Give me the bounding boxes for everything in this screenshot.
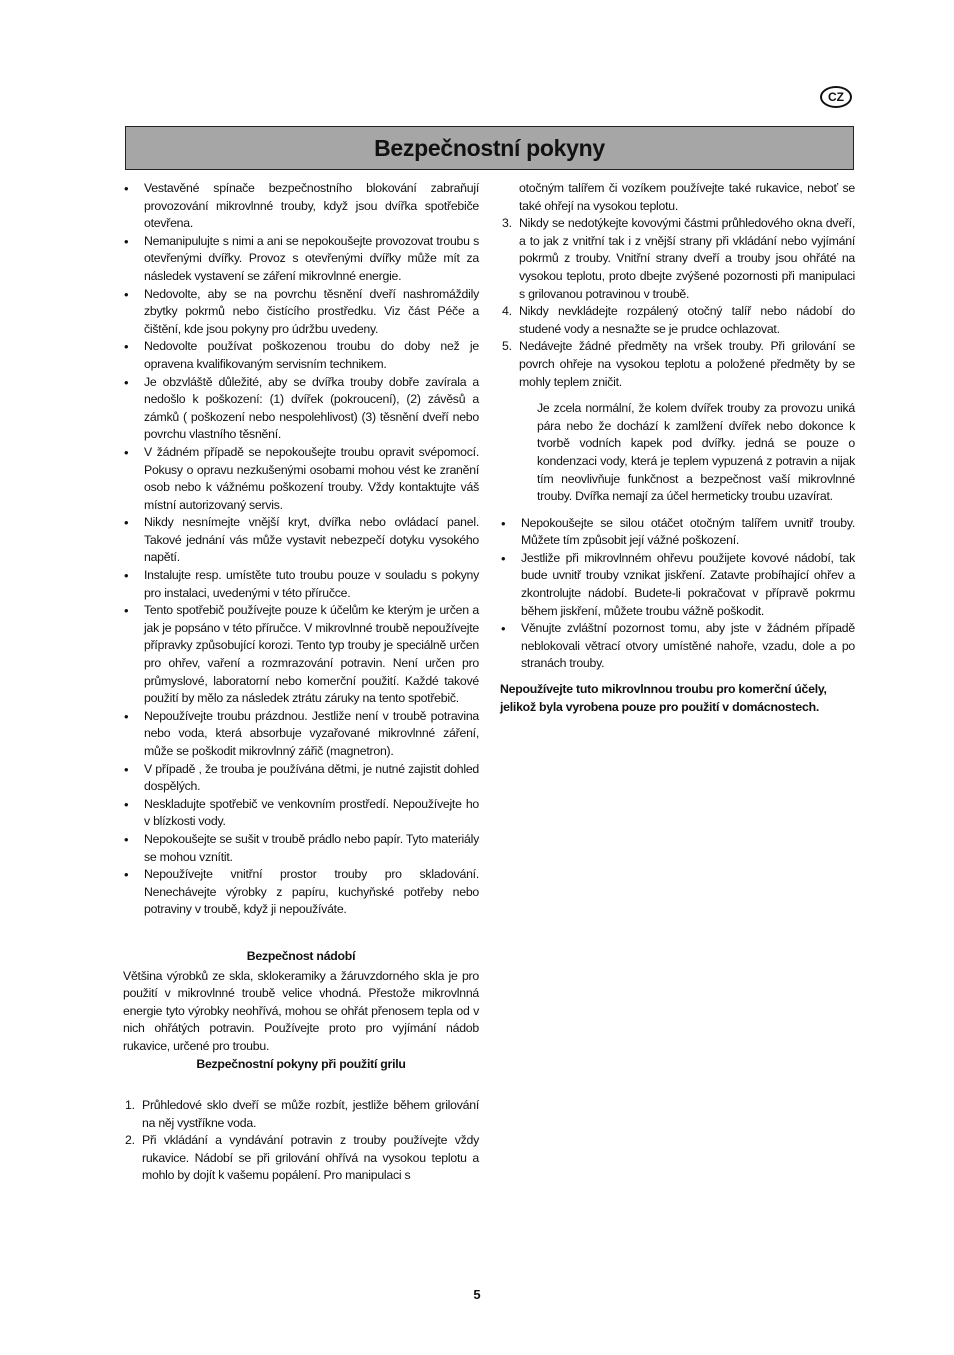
- list-item: • Nedovolte, aby se na povrchu těsnění dveří nashromáždily zbytky pokrmů nebo čistícího prostředku. Viz část Péče a čištění, kde jsou pokyny pro údržbu uvedeny.: [123, 286, 479, 339]
- list-item: • Neskladujte spotřebič ve venkovním prostředí. Nepoužívejte ho v blízkosti vody.: [123, 796, 479, 831]
- item-number: 4.: [502, 304, 512, 319]
- dish-safety-text: Většina výrobků ze skla, sklokeramiky a žáruvzdorného skla je pro použití v mikrovlnné troubě velice vhodná. Přestože mikrovlnná energie tyto výrobky neohřívá, mohou se ohřát přenosem tepla od v nich ohřátých potravin. Používejte proto pro vyjímání nádob rukavice, určené pro troubu.: [123, 968, 479, 1053]
- grill-safety-list-part1: [123, 1097, 479, 1185]
- dish-safety-heading: Bezpečnost nádobí: [246, 948, 356, 963]
- right-column: [500, 180, 855, 716]
- list-item: • Tento spotřebič používejte pouze k účelům ke kterým je určen a jak je popsáno v této příručce. V mikrovlnné troubě nepoužívejte přípravky způsobující korozi. Tento typ trouby je speciálně určen pro ohřev, vaření a rozmrazování potravin. Není určen pro průmyslové, laboratorní nebo komerční použití. Každé takové použití by mělo za následek ztrátu záruky na tento spotřebič.: [123, 602, 479, 708]
- item-number: 3.: [502, 216, 512, 231]
- list-item: [500, 215, 855, 303]
- list-item: • V žádném případě se nepokoušejte troubu opravit svépomocí. Pokusy o opravu nezkušenými osobami mohou vést ke zranění osob nebo k vážnému poškození trouby. Vždy kontaktujte váš místní autorizovaný servis.: [123, 444, 479, 514]
- list-item: [500, 303, 855, 338]
- list-item: [123, 1132, 479, 1185]
- list-item: • Nepoužívejte troubu prázdnou. Jestliže není v troubě potravina nebo voda, která absorbuje vyzařované mikrovlnné záření, může se poškodit mikrovlnný zářič (magnetron).: [123, 708, 479, 761]
- page-title: Bezpečnostní pokyny: [374, 135, 605, 161]
- grill-safety-heading: Bezpečnostní pokyny při použití grilu: [196, 1056, 406, 1071]
- list-item: • Nedovolte používat poškozenou troubu do doby než je opravena kvalifikovaným servisním technikem.: [123, 338, 479, 373]
- list-item: [123, 1097, 479, 1132]
- item-number: 1.: [125, 1098, 135, 1113]
- item-text: Nikdy se nedotýkejte kovovými částmi průhledového okna dveří, a to jak z vnitřní tak i z vnější strany při vkládání nebo vyjímání pokrmů z trouby. Vnitřní strany dveří a trouby jsou ohřáté na vysokou teplotu, proto dbejte zvýšené pozornosti při manipulaci s grilovanou potravinou v troubě.: [519, 216, 855, 301]
- list-item: • Je obzvláště důležité, aby se dvířka trouby dobře zavírala a nedošlo k poškození: (1) dvířek (pokroucení), (2) závěsů a zámků ( poškození nebo nespolehlivost) (3) těsnění dveří nebo povrchu vlastního těsnění.: [123, 374, 479, 444]
- list-item: • Vestavěné spínače bezpečnostního blokování zabraňují provozování mikrovlnné trouby, když jsou dvířka spotřebiče otevřena.: [123, 180, 479, 233]
- item-text: otočným talířem či vozíkem používejte také rukavice, neboť se také ohřejí na vysokou teplotu.: [519, 181, 855, 213]
- item-number: 2.: [125, 1133, 135, 1148]
- grill-safety-list-part2: [500, 180, 855, 391]
- list-item: • Nemanipulujte s nimi a ani se nepokoušejte provozovat troubu s otevřenými dvířky. Provoz s otevřenými dvířky může mít za následek vystavení se záření mikrovlnné energie.: [123, 233, 479, 286]
- item-number: 5.: [502, 339, 512, 354]
- list-item: • Jestliže při mikrovlnném ohřevu použijete kovové nádobí, tak bude uvnitř trouby vznikat jiskření. Zatavte probíhající ohřev a zkontrolujte nádobí. Budete-li pokračovat v přípravě pokrmu během jiskření, můžete troubu vážně poškodit.: [500, 550, 855, 620]
- list-item: • Věnujte zvláštní pozornost tomu, aby jste v žádném případě neblokovali větrací otvory umístěné nahoře, vzadu, dole a po stranách trouby.: [500, 620, 855, 673]
- list-item: [500, 338, 855, 391]
- list-item: • Nepokoušejte se silou otáčet otočným talířem uvnitř trouby. Můžete tím způsobit její vážné poškození.: [500, 515, 855, 550]
- list-item-continuation: [500, 180, 855, 215]
- language-badge: CZ: [820, 86, 852, 108]
- list-item: • Nepoužívejte vnitřní prostor trouby pro skladování. Nenechávejte výrobky z papíru, kuchyňské potřeby nebo potraviny v troubě, když ji nepoužíváte.: [123, 866, 479, 919]
- condensation-note: Je zcela normální, že kolem dvířek trouby za provozu uniká pára nebo že dochází k zamlžení dvířek nebo dokonce k tvorbě vodních kapek pod dvířky. jedná se pouze o kondenzaci vody, která je teplem vypuzená z potravin a nijak tím neovlivňuje funkčnost a bezpečnost vaší mikrovlnné trouby. Dvířka nemají za účel hermeticky troubu uzavírat.: [537, 401, 855, 504]
- safety-bullet-list: [123, 180, 479, 919]
- list-item: • Nikdy nesnímejte vnější kryt, dvířka nebo ovládací panel. Takové jednání vás může vystavit nebezpečí dotyku vysokého napětí.: [123, 514, 479, 567]
- list-item: • V případě , že trouba je používána dětmi, je nutné zajistit dohled dospělých.: [123, 761, 479, 796]
- left-column: [123, 180, 479, 1185]
- page-number: 5: [473, 1287, 481, 1302]
- commercial-use-warning: Nepoužívejte tuto mikrovlnnou troubu pro komerční účely, jelikož byla vyrobena pouze pro použití v domácnostech.: [500, 682, 827, 714]
- right-bullet-list: [500, 515, 855, 673]
- item-text: Nedávejte žádné předměty na vršek trouby. Při grilování se povrch ohřeje na vysokou teplotu a položené předměty by se mohly teplem zničit.: [519, 339, 855, 389]
- page-title-bar: [125, 126, 854, 170]
- item-text: Nikdy nevkládejte rozpálený otočný talíř nebo nádobí do studené vody a nesnažte se je prudce ochlazovat.: [519, 304, 855, 336]
- list-item: • Nepokoušejte se sušit v troubě prádlo nebo papír. Tyto materiály se mohou vznítit.: [123, 831, 479, 866]
- item-text: Při vkládání a vyndávání potravin z trouby používejte vždy rukavice. Nádobí se při grilování ohřívá na vysokou teplotu a mohlo by dojít k vašemu popálení. Pro manipulaci s: [142, 1133, 479, 1183]
- item-text: Průhledové sklo dveří se může rozbít, jestliže během grilování na něj vystříkne voda.: [142, 1098, 479, 1130]
- list-item: • Instalujte resp. umístěte tuto troubu pouze v souladu s pokyny pro instalaci, uvedenými v této příručce.: [123, 567, 479, 602]
